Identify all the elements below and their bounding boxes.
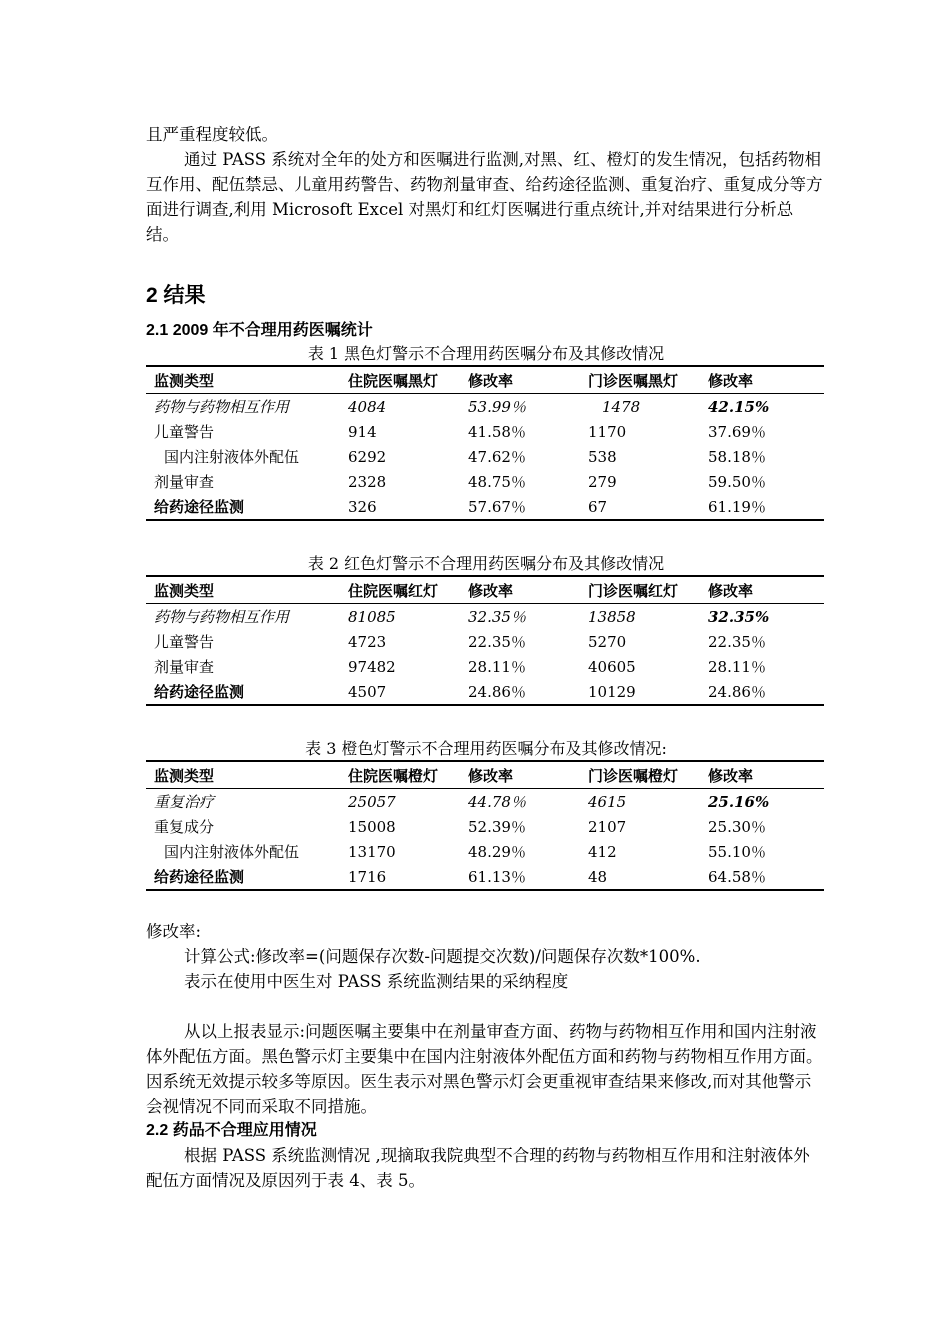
table-header-cell: 住院医嘱黑灯 [340,366,460,394]
table2 [146,575,824,706]
table-header-cell: 修改率 [700,761,824,789]
table-cell: 15008 [348,817,396,836]
table-row [146,469,824,494]
section-heading-results: 2 结果 [146,284,206,307]
table-cell: 37.69％ [708,423,766,441]
intro-paragraph: 通过 PASS 系统对全年的处方和医嘱进行监测,对黑、红、橙灯的发生情况，包括药物相互作用、配伍禁忌、儿童用药警告、药物剂量审查、给药途径监测、重复治疗、重复成分等方面进行调查,利用 Microsoft Excel 对黑灯和红灯医嘱进行重点统计,并对结果进行分析总结。 [146,150,823,244]
table-cell: 儿童警告 [154,633,215,651]
table-header-cell: 监测类型 [146,576,340,604]
table-cell: 67 [588,497,608,516]
table-cell: 97482 [348,657,396,676]
subsection-heading-2-1: 2.1 2009 年不合理用药医嘱统计 [146,322,373,339]
table-row [146,419,824,444]
table-cell: 58.18％ [708,448,766,466]
table-cell: 国内注射液体外配伍 [164,448,300,466]
table3-caption: 表 3 橙色灯警示不合理用药医嘱分布及其修改情况: [305,739,667,758]
table-cell: 61.13％ [468,868,526,886]
table-cell: 59.50％ [708,473,766,491]
table-cell: 57.67％ [468,498,526,516]
table-row [146,679,824,705]
table-row [146,394,824,420]
table-cell: 32.35％ [468,608,526,626]
table-cell: 4615 [588,792,627,811]
notes-formula: 计算公式:修改率=(问题保存次数-问题提交次数)/问题保存次数*100%. [184,947,701,966]
notes-label: 修改率: [146,922,202,941]
table-cell: 61.19％ [708,498,766,516]
table-cell: 28.11％ [468,658,526,676]
table-header-cell: 修改率 [460,576,580,604]
table-cell: 47.62％ [468,448,526,466]
table-header-cell: 门诊医嘱橙灯 [580,761,700,789]
table-cell: 44.78％ [468,793,526,811]
table-cell: 48.75％ [468,473,526,491]
table-row [146,654,824,679]
table-cell: 914 [348,422,377,441]
section22-paragraph: 根据 PASS 系统监测情况 ,现摘取我院典型不合理的药物与药物相互作用和注射液体外配伍方面情况及原因列于表 4、表 5。 [146,1146,810,1190]
table-cell: 10129 [588,682,636,701]
table-header-row [146,761,824,789]
table-cell: 药物与药物相互作用 [154,608,290,626]
table-cell: 52.39％ [468,818,526,836]
table-cell: 53.99％ [468,398,526,416]
table-cell: 儿童警告 [154,423,215,441]
table-cell: 13170 [348,842,396,861]
table-cell: 药物与药物相互作用 [154,398,290,416]
table-header-row [146,366,824,394]
table-cell: 25.16% [708,792,770,811]
table-row [146,839,824,864]
table-cell: 给药途径监测 [154,869,245,886]
table-row [146,629,824,654]
table-row [146,789,824,815]
table-cell: 28.11％ [708,658,766,676]
table-header-cell: 修改率 [700,366,824,394]
table-cell: 重复治疗 [154,793,215,811]
table-header-cell: 住院医嘱橙灯 [340,761,460,789]
table-cell: 538 [588,447,617,466]
table-cell: 40605 [588,657,636,676]
table-cell: 279 [588,472,617,491]
table-cell: 326 [348,497,377,516]
intro-line: 且严重程度较低。 [146,125,278,144]
table-cell: 重复成分 [154,818,215,836]
table-cell: 48 [588,867,608,886]
table-cell: 剂量审查 [154,658,215,676]
table-cell: 41.58％ [468,423,526,441]
table1 [146,365,824,521]
table-cell: 5270 [588,632,627,651]
table-cell: 55.10％ [708,843,766,861]
table-cell: 22.35％ [708,633,766,651]
table-cell: 2107 [588,817,627,836]
table3 [146,760,824,891]
table-cell: 给药途径监测 [154,684,245,701]
table-cell: 25057 [348,792,396,811]
table-cell: 13858 [588,607,636,626]
table-cell: 42.15% [708,397,770,416]
subsection-heading-2-2: 2.2 药品不合理应用情况 [146,1122,317,1139]
table-row [146,444,824,469]
notes-meaning: 表示在使用中医生对 PASS 系统监测结果的采纳程度 [184,972,569,991]
table-header-cell: 监测类型 [146,366,340,394]
table-cell: 22.35％ [468,633,526,651]
table-cell: 48.29％ [468,843,526,861]
table-row [146,814,824,839]
table-cell: 25.30％ [708,818,766,836]
table-cell: 剂量审查 [154,473,215,491]
table-header-cell: 修改率 [700,576,824,604]
table-header-cell: 修改率 [460,366,580,394]
table-cell: 24.86％ [468,683,526,701]
table2-caption: 表 2 红色灯警示不合理用药医嘱分布及其修改情况 [307,554,665,573]
table-row [146,494,824,520]
table-header-row [146,576,824,604]
table-cell: 2328 [348,472,387,491]
table-cell: 32.35% [708,607,770,626]
table-cell: 4084 [348,397,387,416]
table-cell: 4507 [348,682,387,701]
table-cell: 24.86％ [708,683,766,701]
table-cell: 412 [588,842,617,861]
document-page [146,122,826,1193]
table1-caption: 表 1 黑色灯警示不合理用药医嘱分布及其修改情况 [307,344,665,363]
table-header-cell: 住院医嘱红灯 [340,576,460,604]
table-cell: 6292 [348,447,387,466]
table-cell: 1716 [348,867,387,886]
table-row [146,864,824,890]
table-header-cell: 修改率 [460,761,580,789]
table-header-cell: 门诊医嘱黑灯 [580,366,700,394]
table-header-cell: 门诊医嘱红灯 [580,576,700,604]
table-cell: 81085 [348,607,396,626]
summary-paragraph: 从以上报表显示:问题医嘱主要集中在剂量审查方面、药物与药物相互作用和国内注射液体外配伍方面。黑色警示灯主要集中在国内注射液体外配伍方面和药物与药物相互作用方面。因系统无效提示较多等原因。医生表示对黑色警示灯会更重视审查结果来修改,而对其他警示会视情况不同而采取不同措施。 [146,1022,823,1116]
table-cell: 给药途径监测 [154,499,245,516]
table-cell: 1478 [602,397,641,416]
table-cell: 1170 [588,422,627,441]
table-cell: 4723 [348,632,387,651]
table-row [146,604,824,630]
table-header-cell: 监测类型 [146,761,340,789]
table-cell: 64.58％ [708,868,766,886]
table-cell: 国内注射液体外配伍 [164,843,300,861]
